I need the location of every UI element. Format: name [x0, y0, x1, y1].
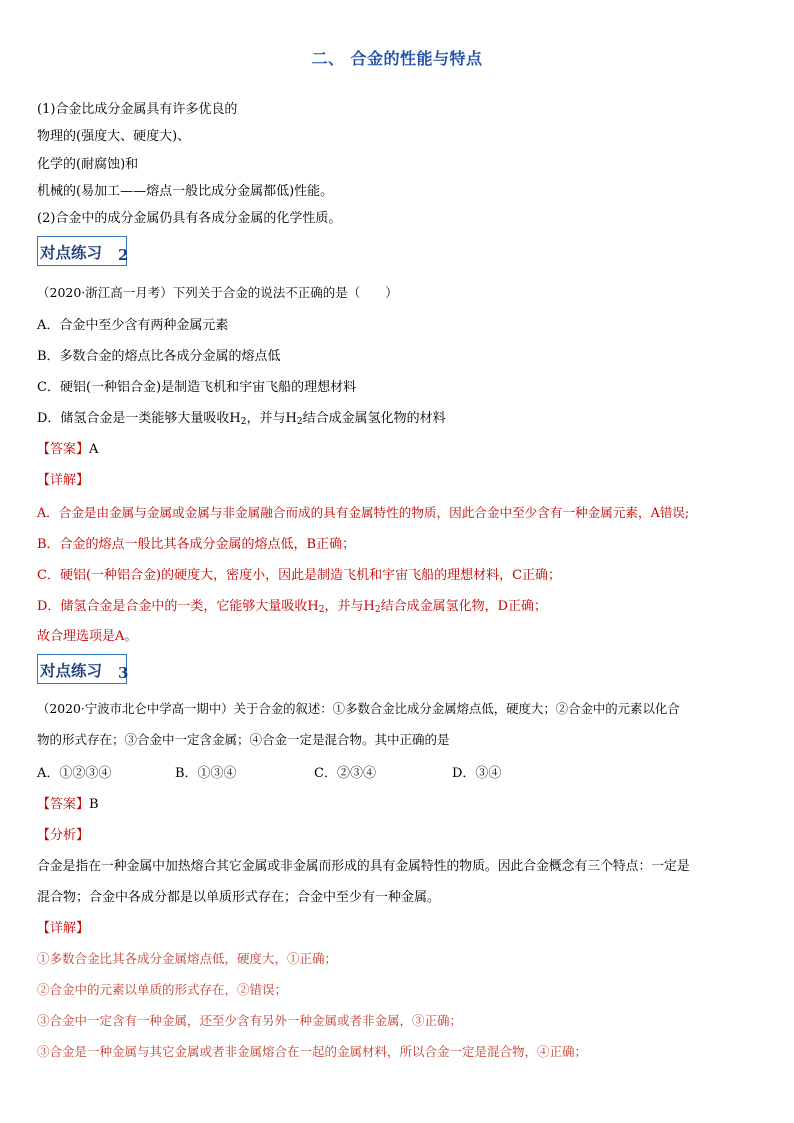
exercise-3-detail-3: ③合金中一定含有一种金属，还至少含有另外一种金属或者非金属，③正确；: [37, 1013, 463, 1028]
exercise-3-label: 对点练习: [40, 662, 103, 680]
exercise-3-detail-tag: 【详解】: [37, 921, 90, 936]
intro-line-5: (2)合金中的成分金属仍具有各成分金属的化学性质。: [37, 211, 342, 226]
intro-line-1: (1)合金比成分金属具有许多优良的: [37, 102, 238, 117]
exercise-3-question-line-1: （2020·宁波市北仑中学高一期中）关于合金的叙述：①多数合金比成分金属熔点低，硬度大；②合金中的元素以化合: [37, 701, 680, 716]
exercise-3-box: [37, 654, 127, 684]
exercise-3-option-b: B．①③④: [175, 766, 237, 781]
intro-line-2: 物理的(强度大、硬度大)、: [37, 129, 191, 144]
exercise-2-detail-4: D．储氢合金是合金中的一类，它能够大量吸收$H_2$，并与$H_2$结合成金属氢化物，D正确；: [37, 599, 548, 615]
exercise-2-option-a: A．合金中至少含有两种金属元素: [37, 318, 229, 333]
exercise-3-detail-4: ③合金是一种金属与其它金属或者非金属熔合在一起的金属材料，所以合金一定是混合物，④正确；: [37, 1044, 588, 1059]
exercise-2-option-b: B．多数合金的熔点比各成分金属的熔点低: [37, 349, 281, 364]
exercise-3-option-c: C．②③④: [314, 766, 376, 781]
exercise-3-number: 3: [118, 664, 129, 682]
intro-line-3: 化学的(耐腐蚀)和: [37, 157, 139, 172]
exercise-2-answer: 【答案】A: [37, 442, 99, 457]
exercise-2-box: [37, 236, 127, 266]
exercise-3-question-line-2: 物的形式存在；③合金中一定含金属；④合金一定是混合物。其中正确的是: [37, 732, 450, 747]
exercise-2-detail-3: C．硬铝(一种铝合金)的硬度大，密度小，因此是制造飞机和宇宙飞船的理想材料，C正确；: [37, 568, 562, 583]
exercise-2-number: 2: [118, 246, 129, 264]
exercise-2-option-d: D．储氢合金是一类能够大量吸收$H_2$，并与$H_2$结合成金属氢化物的材料: [37, 411, 446, 427]
exercise-3-option-d: D．③④: [452, 766, 502, 781]
exercise-2-label: 对点练习: [40, 244, 103, 262]
intro-line-4: 机械的(易加工——熔点一般比成分金属都低)性能。: [37, 184, 334, 199]
exercise-3-analysis-line-1: 合金是指在一种金属中加热熔合其它金属或非金属而形成的具有金属特性的物质。因此合金概念有三个特点：一定是: [37, 859, 690, 874]
exercise-2-detail-tag: 【详解】: [37, 473, 90, 488]
page-title: 二、 合金的性能与特点: [311, 49, 483, 68]
exercise-2-question: （2020·浙江高一月考）下列关于合金的说法不正确的是（ ）: [37, 285, 398, 300]
exercise-2-option-c: C．硬铝(一种铝合金)是制造飞机和宇宙飞船的理想材料: [37, 380, 357, 395]
exercise-3-answer: 【答案】B: [37, 797, 99, 812]
exercise-2-detail-2: B．合金的熔点一般比其各成分金属的熔点低，B正确；: [37, 537, 356, 552]
exercise-3-analysis-line-2: 混合物；合金中各成分都是以单质形式存在；合金中至少有一种金属。: [37, 890, 441, 905]
exercise-3-option-a: A．①②③④: [37, 766, 112, 781]
exercise-3-analysis-tag: 【分析】: [37, 828, 90, 843]
exercise-3-detail-2: ②合金中的元素以单质的形式存在，②错误；: [37, 982, 288, 997]
exercise-2-detail-5: 故合理选项是A。: [37, 629, 138, 644]
exercise-2-detail-1: A．合金是由金属与金属或金属与非金属融合而成的具有金属特性的物质，因此合金中至少含有一种金属元素，A错误;: [37, 505, 690, 520]
exercise-3-detail-1: ①多数合金比其各成分金属熔点低，硬度大，①正确；: [37, 951, 338, 966]
